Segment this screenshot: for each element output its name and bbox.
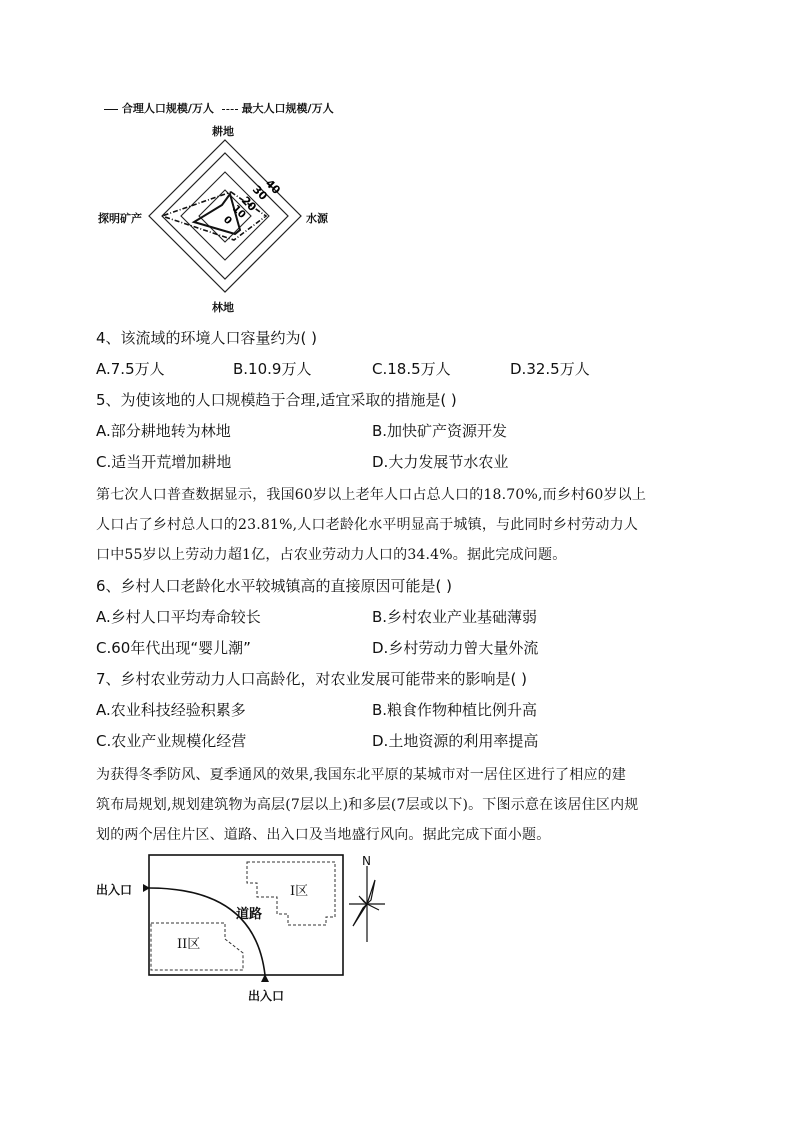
question-5-option-b[interactable]: B.加快矿产资源开发 <box>372 422 508 440</box>
radar-tick-30: 30 <box>249 182 270 203</box>
radar-axis-bottom: 林地 <box>212 301 234 314</box>
question-6-option-a[interactable]: A.乡村人口平均寿命较长 <box>96 608 261 626</box>
zone-1-label: I区 <box>290 884 309 899</box>
passage-2-line-3: 划的两个居住片区、道路、出入口及当地盛行风向。据此完成下面小题。 <box>96 827 551 843</box>
question-4-option-d[interactable]: D.32.5万人 <box>510 360 590 378</box>
question-7-option-c[interactable]: C.农业产业规模化经营 <box>96 732 247 750</box>
question-5-option-d[interactable]: D.大力发展节水农业 <box>372 453 509 471</box>
legend-solid-line <box>104 109 118 110</box>
entrance-bottom-label: 出入口 <box>248 989 285 1003</box>
zone-2-label: II区 <box>177 937 201 952</box>
question-5-stem: 5、为使该地的人口规模趋于合理,适宜采取的措施是( ) <box>96 391 457 409</box>
radar-axis-top: 耕地 <box>212 125 234 138</box>
radar-tick-20: 20 <box>238 193 259 214</box>
radar-tick-40: 40 <box>262 176 283 197</box>
question-6-option-b[interactable]: B.乡村农业产业基础薄弱 <box>372 608 538 626</box>
passage-2-line-2: 筑布局规划,规划建筑物为高层(7层以上)和多层(7层或以下)。下图示意在该居住区内规 <box>96 797 639 813</box>
legend-dash-line <box>222 109 238 110</box>
radar-legend <box>104 100 334 116</box>
radar-axis-left: 探明矿产 <box>98 212 142 225</box>
entrance-left-label: 出入口 <box>96 883 133 897</box>
radar-ring-40 <box>149 140 301 292</box>
legend-solid-label: 合理人口规模/万人 <box>121 102 214 115</box>
radar-axis-right: 水源 <box>306 212 328 225</box>
question-5-option-c[interactable]: C.适当开荒增加耕地 <box>96 453 232 471</box>
question-6-option-c[interactable]: C.60年代出现“婴儿潮” <box>96 639 251 657</box>
passage-1-line-1: 第七次人口普查数据显示，我国60岁以上老年人口占总人口的18.70%,而乡村60岁以上 <box>96 487 647 503</box>
question-5-option-a[interactable]: A.部分耕地转为林地 <box>96 422 231 440</box>
road-curve <box>149 888 265 975</box>
question-7-stem: 7、乡村农业劳动力人口高龄化，对农业发展可能带来的影响是( ) <box>96 670 528 688</box>
radar-tick-0: 0 <box>220 214 234 228</box>
legend-dash-label: 最大人口规模/万人 <box>241 102 334 115</box>
question-4-option-b[interactable]: B.10.9万人 <box>233 360 312 378</box>
road-label: 道路 <box>236 907 263 922</box>
question-4-option-a[interactable]: A.7.5万人 <box>96 360 165 378</box>
passage-1-line-3: 口中55岁以上劳动力超1亿，占农业劳动力人口的34.4%。据此完成问题。 <box>96 547 567 563</box>
passage-2-line-1: 为获得冬季防风、夏季通风的效果,我国东北平原的某城市对一居住区进行了相应的建 <box>96 767 627 783</box>
north-label: N <box>362 854 371 868</box>
question-7-option-b[interactable]: B.粮食作物种植比例升高 <box>372 701 538 719</box>
passage-1-line-2: 人口占了乡村总人口的23.81%,人口老龄化水平明显高于城镇，与此同时乡村劳动力人 <box>96 517 639 533</box>
question-4-stem: 4、该流域的环境人口容量约为( ) <box>96 329 318 347</box>
question-7-option-d[interactable]: D.土地资源的利用率提高 <box>372 732 539 750</box>
question-6-option-d[interactable]: D.乡村劳动力曾大量外流 <box>372 639 539 657</box>
question-4-option-c[interactable]: C.18.5万人 <box>372 360 451 378</box>
question-6-stem: 6、乡村人口老龄化水平较城镇高的直接原因可能是( ) <box>96 577 453 595</box>
question-7-option-a[interactable]: A.农业科技经验积累多 <box>96 701 246 719</box>
radar-tick-10: 10 <box>229 203 248 221</box>
